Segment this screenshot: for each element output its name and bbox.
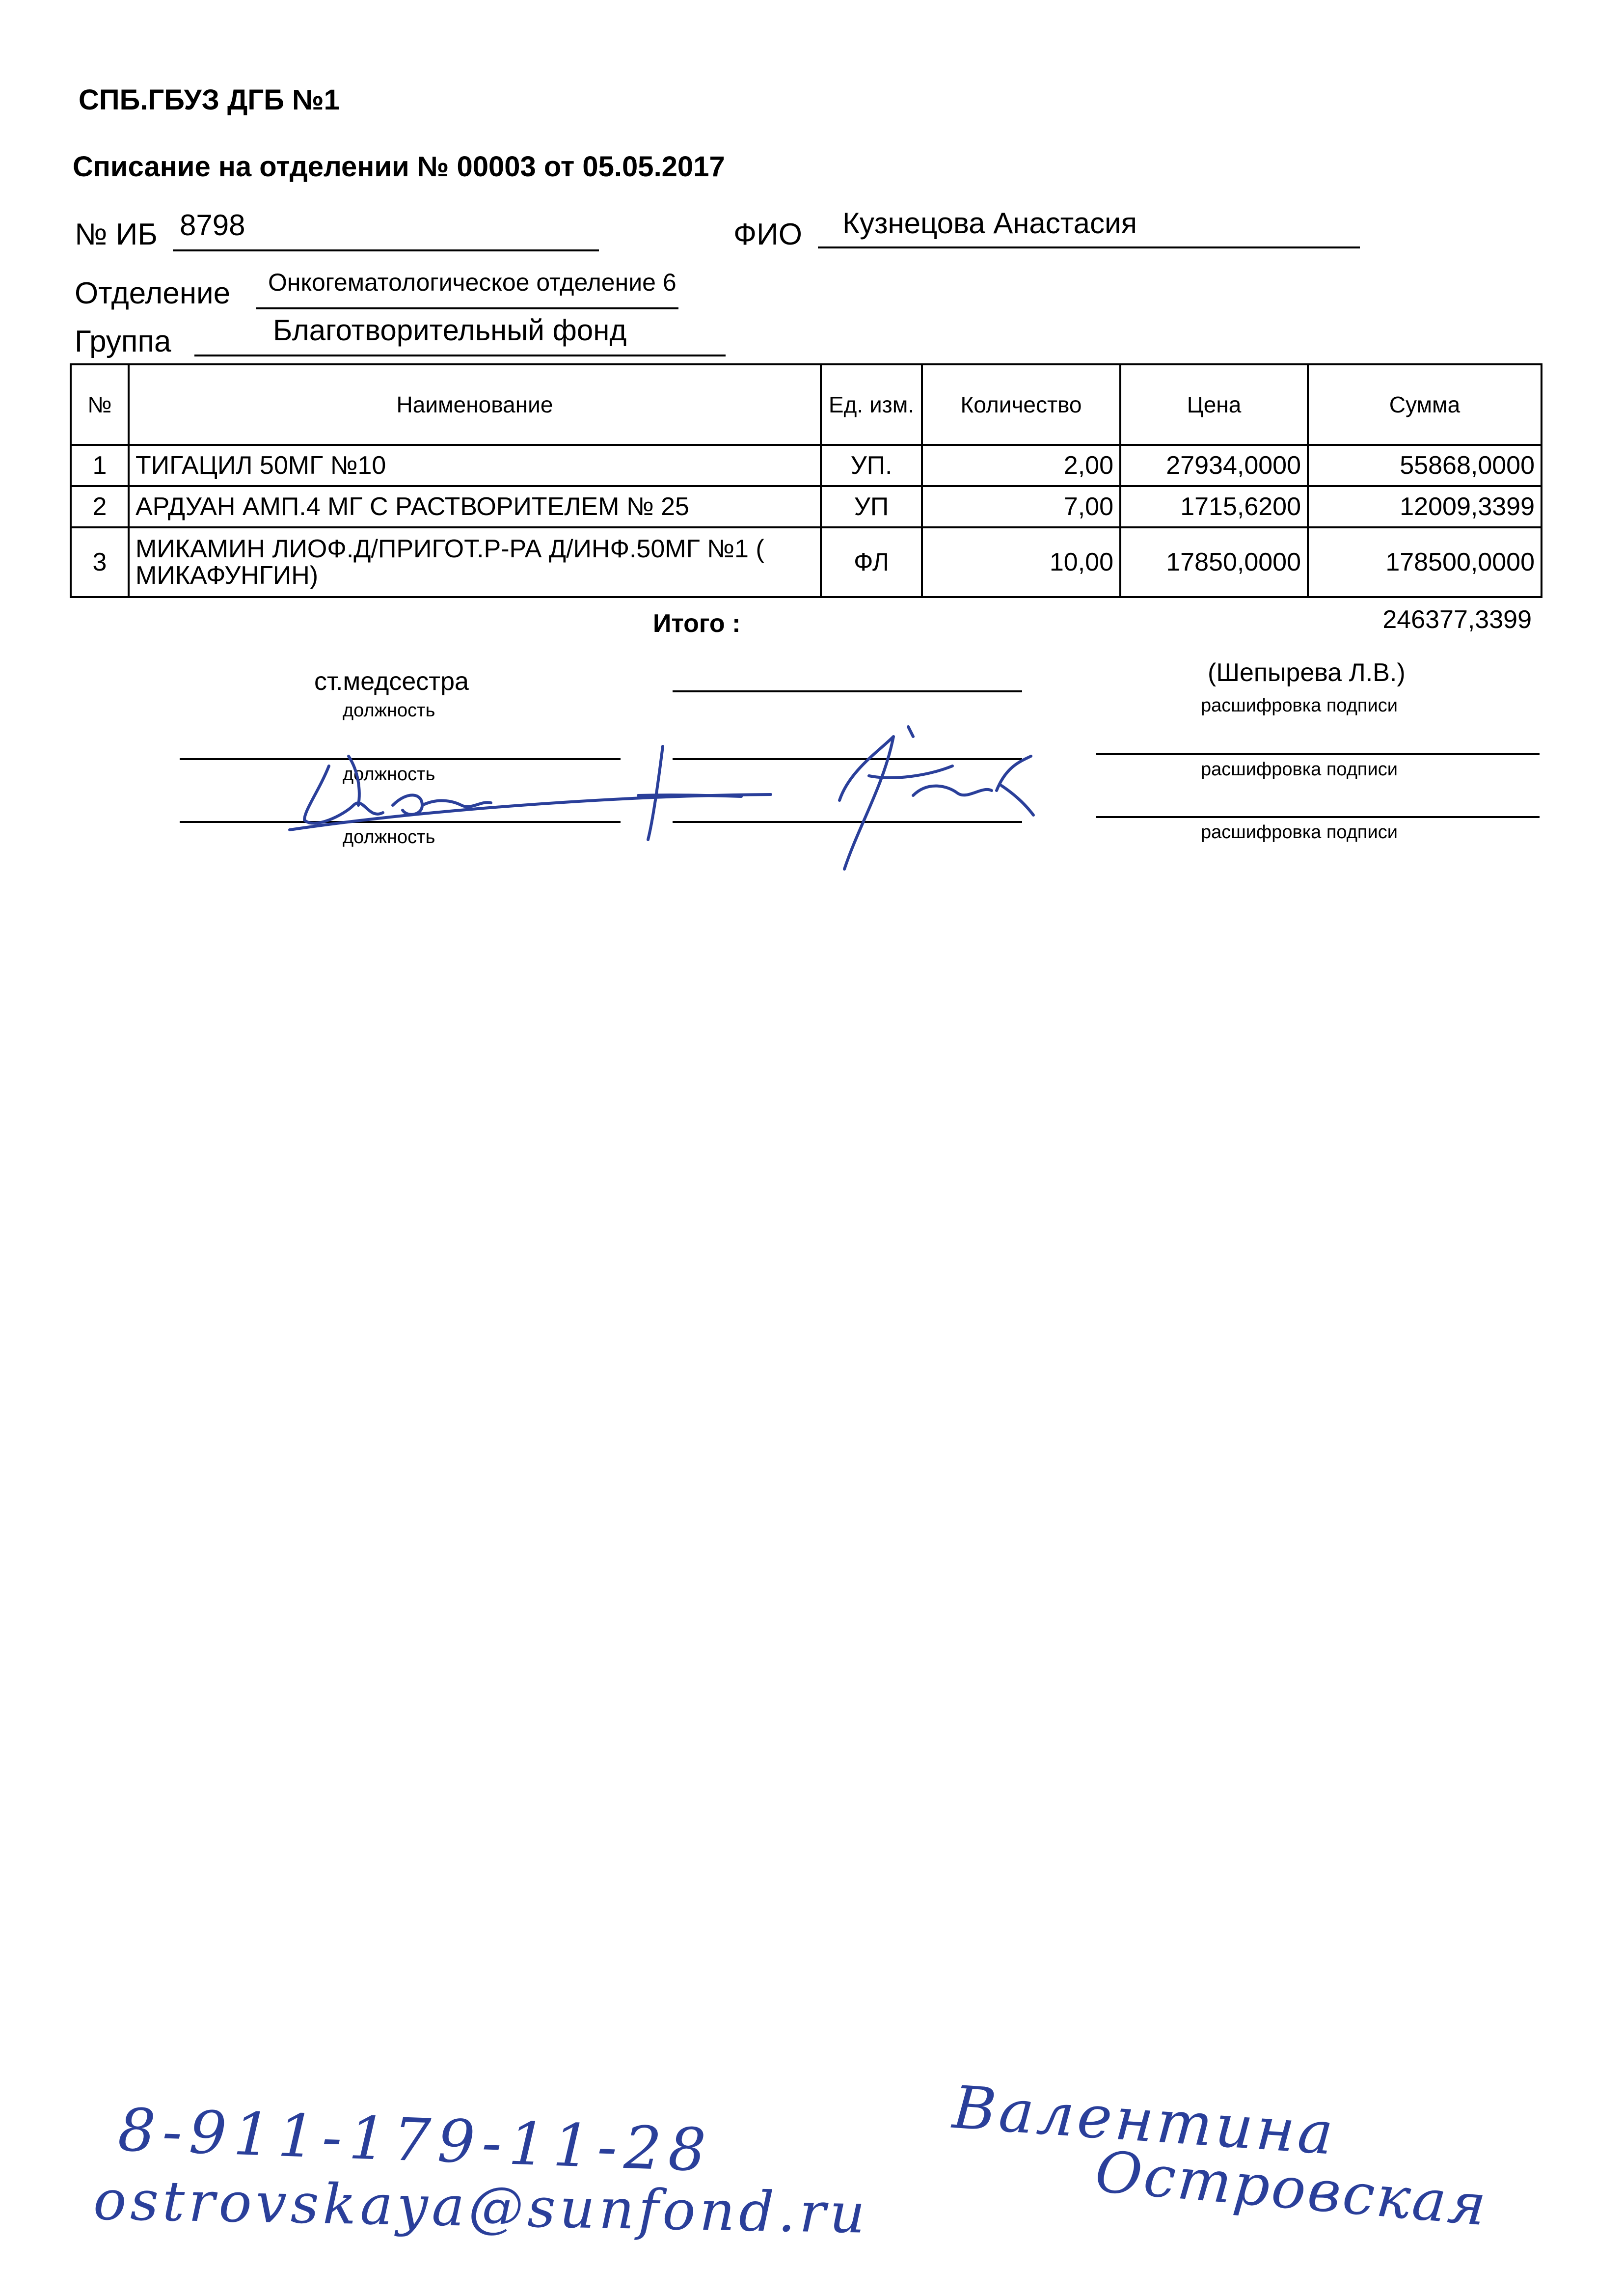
- decode-line: [1096, 753, 1540, 755]
- row-num: 3: [71, 527, 129, 597]
- row-sum: 55868,0000: [1308, 445, 1542, 486]
- row-price: 17850,0000: [1120, 527, 1308, 597]
- decode-caption: расшифровка подписи: [1201, 759, 1398, 780]
- group-value: Благотворительный фонд: [273, 314, 627, 347]
- signer-position: ст.медсестра: [314, 667, 469, 696]
- position-caption: должность: [343, 764, 435, 785]
- row-sum: 178500,0000: [1308, 527, 1542, 597]
- decode-caption: расшифровка подписи: [1201, 695, 1398, 716]
- handwritten-first-name: Валентина: [950, 2073, 1338, 2169]
- row-unit: УП: [821, 486, 922, 527]
- row-name: МИКАМИН ЛИОФ.Д/ПРИГОТ.Р-РА Д/ИНФ.50МГ №1 ( МИКАФУНГИН): [129, 527, 821, 597]
- ib-underline: [173, 249, 599, 251]
- row-qty: 10,00: [922, 527, 1120, 597]
- column-header-qty: Количество: [922, 364, 1120, 445]
- row-name: ТИГАЦИЛ 50МГ №10: [129, 445, 821, 486]
- signer-decode: (Шепырева Л.В.): [1208, 658, 1406, 687]
- row-num: 2: [71, 486, 129, 527]
- column-header-unit: Ед. изм.: [821, 364, 922, 445]
- ib-label: № ИБ: [75, 218, 158, 251]
- fio-underline: [818, 246, 1360, 248]
- position-caption: должность: [343, 700, 435, 721]
- column-header-num: №: [71, 364, 129, 445]
- row-unit: ФЛ: [821, 527, 922, 597]
- row-num: 1: [71, 445, 129, 486]
- handwritten-signature: [275, 707, 1060, 894]
- row-qty: 2,00: [922, 445, 1120, 486]
- organization-name: СПБ.ГБУЗ ДГБ №1: [79, 84, 340, 116]
- handwritten-phone: 8-911-179-11-28: [116, 2096, 714, 2186]
- row-qty: 7,00: [922, 486, 1120, 527]
- handwritten-last-name: Островская: [1092, 2138, 1491, 2239]
- decode-caption: расшифровка подписи: [1201, 822, 1398, 843]
- handwritten-email: ostrovskaya@sunfond.ru: [92, 2168, 870, 2246]
- group-underline: [194, 355, 726, 356]
- row-unit: УП.: [821, 445, 922, 486]
- table-header-row: [71, 364, 1542, 445]
- row-name: АРДУАН АМП.4 МГ С РАСТВОРИТЕЛЕМ № 25: [129, 486, 821, 527]
- total-label: Итого :: [653, 609, 741, 638]
- signature-line: [673, 690, 1022, 692]
- column-header-price: Цена: [1120, 364, 1308, 445]
- department-underline: [256, 307, 678, 309]
- document-title: Списание на отделении № 00003 от 05.05.2017: [73, 151, 725, 183]
- column-header-sum: Сумма: [1308, 364, 1542, 445]
- items-table: [70, 363, 1542, 598]
- row-price: 1715,6200: [1120, 486, 1308, 527]
- row-sum: 12009,3399: [1308, 486, 1542, 527]
- row-price: 27934,0000: [1120, 445, 1308, 486]
- department-label: Отделение: [75, 276, 231, 310]
- group-label: Группа: [75, 325, 171, 358]
- column-header-name: Наименование: [129, 364, 821, 445]
- decode-line: [1096, 816, 1540, 818]
- ib-value: 8798: [180, 209, 245, 242]
- total-value: 246377,3399: [1382, 605, 1532, 634]
- position-caption: должность: [343, 827, 435, 847]
- table-row: [71, 527, 1542, 597]
- fio-value: Кузнецова Анастасия: [842, 207, 1137, 240]
- department-value: Онкогематологическое отделение 6: [268, 269, 676, 296]
- fio-label: ФИО: [733, 218, 802, 251]
- table-row: [71, 445, 1542, 486]
- table-row: [71, 486, 1542, 527]
